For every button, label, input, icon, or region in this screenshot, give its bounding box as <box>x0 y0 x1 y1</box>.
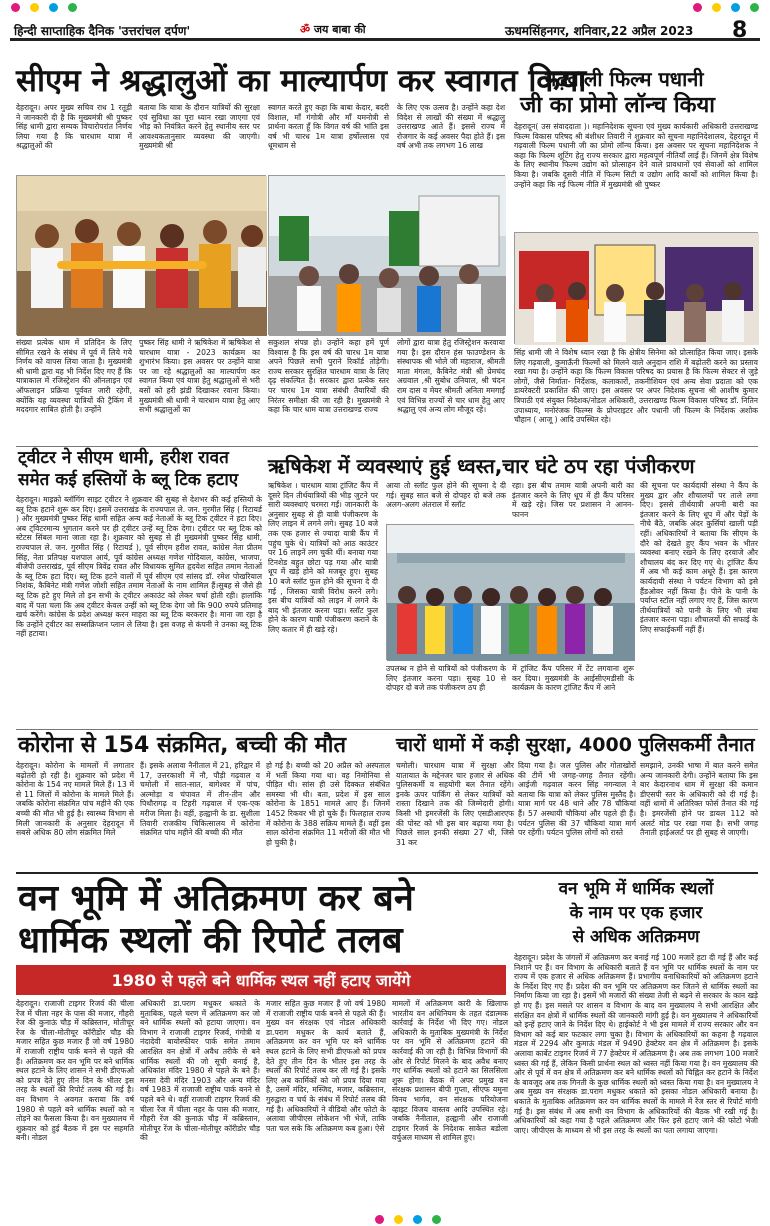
story6-col1: चमोली। चारधाम यात्रा में सुरक्षा और यातायात के मद्देनजर चार हजार से अधिक पुलिसकर्मी व सहयोगी बल तैनात रहेंगे। इनके ऊपर पार्किंग से लेकर यात्रियों को रास्ता दिखाने तक की जिम्मेदारी होगी। किसी भी इमरजेंसी के लिए एसडीआरएफ की पोस्ट को भी इस बार बढ़ाया गया है। पिछले साल इनकी संख्या 27 थी, जिसे 31 कर <box>396 761 514 847</box>
registration-dot <box>394 1215 403 1224</box>
headline-rishikesh: ऋषिकेश में व्यवस्थाएं हुई ध्वस्त,चार घंटे ठप रहा पंजीकरण <box>268 454 695 478</box>
headline-film-2: जी का प्रोमो लॉन्च किया <box>520 93 715 118</box>
slogan-text: जय बाबा की <box>313 23 366 36</box>
story4-col3-low: में ट्रांजिट कैंप परिसर में टेंट लगवाना शुरू कर दिया। मुख्यमंत्री के आईसीएमडीसी के कार्यक्रम के कारण ट्रांजिट कैंप में आने <box>512 664 634 693</box>
story4-col2-low: उपलब्ध न होने से यात्रियों को पंजीकरण के लिए इंतजार करना पड़ा। सुबह 10 से दोपहर दो बजे तक पंजीकरण ठप ही <box>386 664 506 693</box>
registration-dot <box>375 1215 384 1224</box>
headline-encroach-1: वन भूमि में धार्मिक स्थलों <box>558 879 714 899</box>
registration-dots-right <box>690 3 762 12</box>
headline-forest-1: वन भूमि में अतिक्रमण कर बने <box>18 878 414 919</box>
paper-name: हिन्दी साप्ताहिक दैनिक 'उत्तरांचल दर्पण' <box>14 24 191 38</box>
headline-forest-2: धार्मिक स्थलों की रिपोर्ट तलब <box>18 920 403 961</box>
headline-twitter-1: ट्वीटर ने सीएम धामी, हरीश रावत <box>18 448 229 468</box>
page-number: 8 <box>732 18 748 43</box>
story7-col4: मामलों में अतिक्रमण कारी के खिलाफ भारतीय वन अधिनियम के तहत दंडात्मक कार्रवाई के निर्देश भी दिए गए। नोडल अधिकारी के मुताबिक मुख्यमंत्री के निर्देश पर वन भूमि से अतिक्रमण हटाने की कार्रवाई की जा रही है। विभिन्न विभागों की ओर से रिपोर्ट मिलने के बाद अवैध बनाए गए धार्मिक स्थलों को हटाने का सिलसिला शुरू होगा। बैठक में अपर प्रमुख वन संरक्षक प्रशासन बीपी गुप्ता, सीएफ यमुना विनय भार्गव, वन संरक्षक परियोजना व्हाइट विजय वास्तव आदि उपस्थित रहे। जबकि नैनीताल, हल्द्वानी और राजाजी टाइगर रिजर्व के निदेशक साकेत बडोला वर्चुअल माध्यम से शामिल हुए। <box>392 999 508 1143</box>
story1-low-col2: पुष्कर सिंह धामी ने ऋषिकेश में ऋषिकेश से चारधाम यात्रा - 2023 कार्यक्रम का शुभारंभ किया। इस अवसर पर उन्होंने यात्रा पर जा रहे श्रद्धालुओं का माल्यार्पण कर स्वागत किया एवं यात्रा हेतु श्रद्धालुओं से भरी बसों को हरी झंडी दिखाकर रवाना किया। मुख्यमंत्री श्री धामी ने चारधाम यात्रा हेतु आए सभी श्रद्धालुओं का <box>139 338 260 415</box>
headline-encroach-2: के नाम पर एक हजार <box>569 903 703 923</box>
story4-col3: रहा। इस बीच तमाम यात्री अपनी बारी का इंतजार करने के लिए धूप में ही कैंप परिसर में खड़े रहे। जिस पर प्रशासन ने आनन-फानन <box>512 481 634 519</box>
registration-dot <box>68 3 77 12</box>
registration-dot <box>750 3 759 12</box>
registration-dot <box>693 3 702 12</box>
registration-dots-left <box>8 3 80 12</box>
headline-twitter-2: समेत कई हस्तियों के ब्लू टिक हटाए <box>18 470 239 490</box>
photo-film-promo <box>514 232 758 344</box>
story7-col1: देहरादून। राजाजी टाइगर रिजर्व की चीला रेंज में चीला नहर के पास की मजार, गौहरी रेंज की कुनाऊं चौड़ में कब्रिस्तान, मोतीचूर रेंज के चीला-मोतीचूर कॉरीडोर चौड़ की मजार सहित कुछ मजार हैं जो वर्ष 1980 में राजाजी राष्ट्रीय पार्क बनने से पहले की हैं। अतिक्रमण कर वन भूमि पर बने धार्मिक स्थल हटाने के लिए शासन ने सभी डीएफओ को प्रपत्र देते हुए तीन दिन के भीतर इस तरह के स्थलों की रिपोर्ट तलब की गई है। वन विभाग ने अवगत कराया कि वर्ष 1980 से पहले बने धार्मिक स्थलों को न तोड़ने का फैसला किया है। वन मुख्यालय में शुक्रवार को हुई बैठक में इस पर सहमति बनी। नोडल <box>16 999 134 1143</box>
story5-col1: देहरादून। कोरोना के मामलों में लगातार बढ़ोतरी हो रही है। शुक्रवार को प्रदेश में कोरोना के 154 नए मामले मिले हैं। 13 में से 11 जिलों में कोरोना के मामले मिले हैं। जबकि कोरोना संक्रमित पांच महीने की एक बच्ची की मौत भी हुई है। स्वास्थ्य विभाग से मिली जानकारी के अनुसार देहरादून में सबसे अधिक 80 लोग संक्रमित मिले <box>16 761 134 838</box>
story1-col2: बताया कि यात्रा के दौरान यात्रियों की सुरक्षा एवं सुविधा का पूरा ध्यान रखा जाएगा एवं भीड़ को नियंत्रित करने हेतु स्थानीय स्तर पर आवश्यकतानुसार व्यवस्था की जाएगी। मुख्यमंत्री श्री <box>139 103 260 151</box>
story1-col4: के लिए एक उत्सव है। उन्होंने कहा देश विदेश से लाखों की संख्या में श्रद्धालु उत्तराखण्ड आते हैं। इससे राज्य में रोजगार के कई अवसर पैदा होते हैं। इस वर्ष अभी तक लगभग 16 लाख <box>397 103 505 151</box>
forest-banner <box>16 965 506 995</box>
photo-cm-welcome-1 <box>16 175 266 335</box>
story4-col2: आया तो स्लॉट फुल होने की सूचना दे दी गई। सुबह सात बजे से दोपहर दो बजे तक अलग-अलग अंतराल में स्लॉट <box>386 481 506 510</box>
story2-body-bottom: सिंह धामी जी ने विशेष ध्यान रखा है कि क्षेत्रीय सिनेमा को प्रोत्साहित किया जाए। इसके लिए गढ़वाली, कुमाऊँनी फिल्मों को मिलने वाले अनुदान राशि में बढ़ोतरी करने का प्रस्ताव रखा गया है। उन्होंने कहा कि फिल्म विकास परिषद का प्रयास है कि फिल्म सेक्टर से जुड़े लोगों, जैसे निर्माता- निर्देशक, कलाकारों, तकनीशियन एवं अन्य सेवा प्रदाता को एक डायरेक्टरी प्रकाशित की जाए। इस अवसर पर अपर निदेशक सूचना श्री आशीष कुमार त्रिपाठी एवं संयुक्त निदेशक/नोडल अधिकारी, उत्तराखण्ड फिल्म विकास परिषद डॉ. नितिन उपाध्याय, मनोरंजक फिल्म्स के प्रोपराइटर और पधानी जी फिल्म के निर्देशक अशोक चौहान ( आजू ) आदि उपस्थित रहे। <box>514 348 758 425</box>
story7-col3: मजार सहित कुछ मजार हैं जो वर्ष 1980 में राजाजी राष्ट्रीय पार्क बनने से पहले की हैं। मुख्य वन संरक्षक एवं नोडल अधिकारी डा.पराग मधुकर के कार्य बताते हैं, अतिक्रमण कर वन भूमि पर बने धार्मिक स्थल हटाने के लिए सभी डीएफओ को प्रपत्र देते हुए तीन दिन के भीतर इस तरह के स्थलों की रिपोर्ट तलब कर ली गई है। इसके लिए अब कार्मिकों को जो प्रपत्र दिया गया है, उसमें मंदिर, मस्जिद, मजार, कब्रिस्तान, गुरुद्वारा व चर्च के संबंध में रिपोर्ट तलब की गई है। अधिकारियों ने वीडियो और फोटो के अलावा जीपीएस लोकेशन भी भेजें, ताकि पता चल सके कि अतिक्रमण कब हुआ। ऐसे <box>266 999 386 1133</box>
story3-body: देहरादून। माइक्रो ब्लॉगिंग साइट ट्वीटर ने शुक्रवार की सुबह से देशभर की कई हस्तियों के ब्लू टिक हटाने शुरू कर दिए। इसमें उत्तराखंड के राज्यपाल ले. जन. गुरमीत सिंह ( रिटायर्ड ) और मुख्यमंत्री पुष्कर सिंह धामी सहित अन्य कई नेताओं के ब्लू टिक ट्वीटर ने हटा दिए। अब ट्विटरमान्य भुगतान करने पर ही ट्वीटर उन्हें ब्लू टिक देगा। ट्वीटर पर ब्लू टिक को स्टेटस सिंबल माना जाता रहा है। शुक्रवार को सुबह से ही मुख्यमंत्री पुष्कर सिंह धामी, राज्यपाल ले. जन. गुरमीत सिंह ( रिटायर्ड ), पूर्व सीएम हरीश रावत, कांग्रेस नेता प्रीतम सिंह, नेता प्रतिपक्ष यशपाल आर्य, पूर्व कांग्रेस अध्यक्ष गणेश गोदियाल, कांग्रेस, भाजपा, बीजेपी उत्तराखंड, पूर्व सीएम त्रिवेंद्र रावत और विधायक सुमित हृदयेश सहित तमाम नेताओं के ब्लू टिक हटा दिए। ब्लू टिक हटने वालों में पूर्व सीएम एवं सांसद डॉ. रमेश पोखरियाल निशंक, कैबिनेट मंत्री गणेश जोशी सहित तमाम नेताओं के नाम शामिल हैं।सुबह से जैसे ही ब्लू टिक हटे हुए मिले तो इन सभी के ट्वीटर अकाउंट को लेकर चर्चा होती रही। हालांकि बाद में पता चला कि अब ट्वीटर केवल उन्हीं को ब्लू टिक देगा जो कि 900 रुपये प्रतिमाह खर्च करेंगे। कांग्रेस के प्रदेश अध्यक्ष करन माहरा का ब्लू टिक बरकरार है। माना जा रहा है कि उन्होंने ट्वीटर का सब्सक्रिप्शन प्लान ले लिया है। इस वजह से कंपनी ने उनका ब्लू टिक नहीं हटाया। <box>16 495 262 639</box>
registration-dot <box>30 3 39 12</box>
registration-dot <box>413 1215 422 1224</box>
section-divider-2 <box>16 729 758 730</box>
top-color-strip <box>0 0 770 15</box>
story1-col1: देहरादून। अपर मुख्य सचिव राध 1 रतूड़ी ने जानकारी दी है कि मुख्यमंत्री श्री पुष्कर सिंह धामी द्वारा सम्यक विचारोपरांत निर्णय लिया गया है कि चारधाम यात्रा में श्रद्धालुओं की <box>16 103 132 151</box>
story8-body: देहरादून। प्रदेश के जंगलों में अतिक्रमण कर बनाई गई 100 मजारें हटा दी गई हैं और कई निशाने पर हैं। वन विभाग के अधिकारी बताते हैं वन भूमि पर धार्मिक स्थलों के नाम पर राज्य में एक हजार से अधिक अतिक्रमण हैं। प्रभागीय वनाधिकारियों को अतिक्रमण हटाने के निर्देश दिए गए हैं। प्रदेश की वन भूमि पर अतिक्रमण कर जितने से धार्मिक स्थलों का निर्माण किया जा रहा है। इसमें भी मजारों की संख्या तेजी से बढ़ने से सरकार के कान खड़े हो गए हैं। इस मसले पर शासन व विभाग के बाद वन मुख्यालय ने सभी आरक्षित और संरक्षित वन क्षेत्रों में धार्मिक स्थलों की जानकारी मांगी हुई है। वन मुख्यालय ने अधिकारियों को इन्हें हटाए जाने के निर्देश दिए थे। हाईकोर्ट ने भी इस मामले में राज्य सरकार और वन विभाग को कई बार फटकार लगा चुका है। विभाग के अधिकारियों का कहना है गढ़वाल मंडल में 2294 और कुमाऊं मंडल में 9490 हेक्टेयर वन क्षेत्र में अतिक्रमण है। इसके अलावा कार्बेट टाइगर रिजर्व में 77 हेक्टेयर में अतिक्रमण है। अब तक लगभग 100 मजारें ध्वस्त की गई हैं, लेकिन किसी प्रार्थना स्थल को ध्वस्त नहीं किया गया है। वन मुख्यालय की ओर से पूर्व में वन क्षेत्र में अतिक्रमण कर बने धार्मिक स्थलों को चिह्नित कर हटाने के निर्देश के बावजूद अब तक गिनती के कुछ धार्मिक स्थलों को ध्वस्त किया गया है। वन मुख्यालय ने अब मुख्य वन संरक्षक डा.पराग मधुकर धकाते को इसका नोडल अधिकारी बनाया है। धकाते के मुताबिक अतिक्रमण कर वन धार्मिक स्थलों के मामले में रेंज स्तर से रिपोर्ट मांगी गई है। इस संबंध में अब सभी वन विभाग के अधिकारियों की बैठक भी रखी गई है। अधिकारियों को कहा गया है पहले अतिक्रमण और फिर इसे हटाए जाने की फोटो भेजी जाए। जीपीएस के माध्यम से भी इस तरह के स्थलों का पता लगाया जाएगा। <box>514 953 758 1135</box>
story7-col2: अधिकारी डा.पराग मधुकर धकाते के मुताबिक, पहले चरण में अतिक्रमण कर जो बने धार्मिक स्थलों को हटाया जाएगा। वन विभाग ने राजाजी टाइगर रिजर्व, गंगोत्री व नंदादेवी बायोस्फीयर पार्क समेत तमाम आरक्षित वन क्षेत्रों में अवैध तरीके से बने धार्मिक स्थलों की जो सूची बनाई है, अधिकांश मंदिर 1980 से पहले के बने हैं। मनसा देवी मंदिर 1903 और अन्य मंदिर वर्ष 1983 में राजाजी राष्ट्रीय पार्क बनने से पहले बने थे। वहीं राजाजी टाइगर रिजर्व की चीला रेंज में चीला नहर के पास की मजार, गौहरी रेंज की कुनाऊं चौड़ में कब्रिस्तान, मोतीचूर रेंज के चीला-मोतीचूर कॉरीडोर चौड़ की <box>140 999 260 1143</box>
headline-cm-welcome: सीएम ने श्रद्धालुओं का माल्यार्पण कर स्वागत किया <box>16 63 587 99</box>
footer-registration-dots <box>372 1215 444 1224</box>
forest-banner-text: 1980 से पहले बने धार्मिक स्थल नहीं हटाए जायेंगे <box>111 971 411 990</box>
story2-body-top: देहरादून( उस संवाददाता )। महानिदेशक सूचना एवं मुख्य कार्यकारी अधिकारी उत्तराखण्ड फिल्म विकास परिषद श्री बंशीधर तिवारी ने शुक्रवार को सूचना महानिदेशालय, देहरादून में गढ़वाली फिल्म पधानी जी का प्रोमो लॉन्च किया। इस अवसर पर सूचना महानिदेशक ने कहा कि फिल्म शूटिंग हेतु राज्य सरकार द्वारा महत्वपूर्ण नीतियाँ लाई हैं। जिनमें क्षेत्र विशेष के लिए स्थानीय फिल्म उद्योग को प्रोत्साहन देने वाले प्रावधानों एवं सेवाओं को शामिल किया है। जबकि दूसरी नीति में फिल्म सिटी व उद्योग आदि कार्यों को शामिल किया है। उन्होंने कहा कि नई फिल्म नीति में मुख्यमंत्री श्री पुष्कर <box>514 122 758 189</box>
story1-col3: स्वागत करते हुए कहा कि बाबा केदार, बदरी विशाल, माँ गंगोत्री और माँ यमनोत्री से प्रार्थना करता हूँ कि विगत वर्ष की भांति इस वर्ष भी चारध 1म यात्रा हर्षोल्लास एवं धूमधाम से <box>268 103 389 151</box>
story5-col2: हैं। इसके अलावा नैनीताल में 21, हरिद्वार में 17, उत्तरकाशी में नौ, पौड़ी गढ़वाल व चमोली में सात-सात, बागेश्वर में पांच, अल्मोड़ा व चंपावत में तीन-तीन और पिथौरागढ़ व टिहरी गढ़वाल में एक-एक मरीज मिला है। वहीं, हल्द्वानी के डा. सुशीला तिवारी राजकीय चिकित्सालय में कोरोना संक्रमित पांच महीने की बच्ची की मौत <box>140 761 260 838</box>
story1-low-col4: लोगों द्वारा यात्रा हेतु रजिस्ट्रेशन करवाया गया है। इस दौरान हंस फाउण्डेशन के संस्थापक श्री भोले जी महाराज, श्रीमती माता मंगला, कैबिनेट मंत्री श्री प्रेमचंद अग्रवाल ,श्री सुबोध उनियाल, श्री चंदन राम दास व मेयर श्रीमती अनिता ममगाईं एवं विभिन्न राज्यों से चार धाम हेतु आए श्रद्धालु एवं अन्य लोग मौजूद रहे। <box>397 338 505 415</box>
place-date: ऊधमसिंहनगर, शनिवार,22 अप्रैल 2023 <box>505 24 694 38</box>
story1-low-col3: सकुशल संपन्न हो। उन्होंने कहा हमें पूर्ण विश्वास है कि इस वर्ष की चारध 1म यात्रा अपने पिछले सभी पुराने रिकॉर्ड तोड़ेगी। राज्य सरकार सुरक्षित चारधाम यात्रा के लिए दृढ़ संकल्पित है। सरकार द्वारा प्रत्येक स्तर पर चारध 1म यात्रा संबंधी तैयारियों की निरंतर समीक्षा की जा रही है। मुख्यमंत्री ने कहा कि चार धाम यात्रा उत्तराखण्ड राज्य <box>268 338 389 415</box>
section-divider-1 <box>16 446 758 447</box>
story6-col2: दिया गया है। जल पुलिस और गोताखोरों की टीमें भी जगह-जगह तैनात रहेंगी। आईजी गढ़वाल करन सिंह नगन्याल ने बताया कि यात्रा को लेकर पुलिस मुस्तैद है। यात्रा मार्ग पर 48 थाने और 78 चौकियां हैं। 57 अस्थायी चौकियां और पहले ही हैं। पर्यटन पुलिस की 37 चौकियां यात्रा मार्ग पर रहेंगी। पर्यटन पुलिस लोगों को रास्ते <box>518 761 636 838</box>
registration-dot <box>731 3 740 12</box>
slogan <box>300 22 366 37</box>
registration-dot <box>432 1215 441 1224</box>
headline-security: चारों धामों में कड़ी सुरक्षा, 4000 पुलिसकर्मी तैनात <box>396 734 755 756</box>
photo-cm-welcome-2 <box>268 175 505 335</box>
photo-registration-crowd <box>386 524 634 660</box>
story1-low-col1: संख्या प्रत्येक धाम में प्रतिदिन के लिए सीमित रखने के संबंध में पूर्व में लिये गये निर्णय को वापस लिया जाता है। मुख्यमंत्री श्री धामी द्वारा यह भी निर्देश दिए गए हैं कि यात्राकाल में रजिस्ट्रेशन की ऑनलाइन एवं ऑफलाइन प्रक्रिया पूर्ववत जारी रहेगी, क्योंकि यह व्यवस्था यात्रियों की ट्रैकिंग में मददगार साबित होती है। उन्होंने <box>16 338 132 415</box>
story4-col4: की सूचना पर कार्यदायी संस्था ने कैंप के मुख्य द्वार और शौचालयों पर ताले लगा दिए। इससे तीर्थयात्री अपनी बारी का इंतजार करने के लिए धूप में और पेड़ों के नीचे बैठे, जबकि अंदर कुर्सियां खाली पड़ी रहीं। अधिकारियों ने बताया कि सीएम के दौरे को देखते हुए कैंप भवन के भीतर व्यवस्था बनाए रखने के लिए दरवाजे और शौचालय बंद कर दिए गए थे। ट्रांजिट कैंप में अब भी कई काम अधूरे हैं। इस कारण कार्यदायी संस्था ने पर्यटन विभाग को इसे हैंडओवर नहीं किया है। पीने के पानी के पर्याप्त स्टॉल नहीं लगाए गए हैं, जिस कारण तीर्थयात्रियों को पानी के लिए भी लंबा इंतजार करना पड़ा। शौचालयों की सफाई के लिए सफाईकर्मी नहीं हैं। <box>640 481 758 634</box>
story4-col1: ऋषिकेश । चारधाम यात्रा ट्रांजिट कैंप में दूसरे दिन तीर्थयात्रियों की भीड़ जुटने पर सारी व्यवस्थाएं चरमरा गईं। जानकारी के अनुसार सुबह से ही यात्री पंजीकरण के लिए लाइन में लगने लगे। सुबह 10 बजे तक एक हजार से ज्यादा यात्री कैंप में पहुंच चुके थे। यात्रियों को आठ काउंटर पर 16 लाइनें लग चुकी थीं। बनाया गया टिनशेड बहुत छोटा पड़ गया और यात्री धूप में खड़े होने को मजबूर हुए। सुबह 10 बजे स्लॉट फुल होने की सूचना दे दी गई , जिसका यात्री विरोध करने लगे। इस बीच यात्रियों को लाइन में लगने के बाद भी इंतजार करना पड़ा। स्लॉट फुल होने के कारण यात्री पंजीकरण कराने के लिए कतार में ही खड़े रहे। <box>268 481 378 634</box>
registration-dot <box>49 3 58 12</box>
registration-dot <box>712 3 721 12</box>
section-divider-3 <box>16 872 758 874</box>
story5-col3: हो गई है। बच्ची को 20 अप्रैल को अस्पताल में भर्ती किया गया था। वह निमोनिया से पीड़ित थी। सांस ही उसे दिक्कत संबंधित समस्या भी थी। बता, प्रदेश में इस साल कोरोना के 1851 मामले आए हैं। जिनमें 1452 रिकवर भी हो चुके हैं। फिलहाल राज्य में कोरोना के 388 सक्रिय मामले हैं। वहीं इस साल कोरोना संक्रमित 11 मरीजों की मौत भी हो चुकी है। <box>266 761 390 847</box>
headline-film-1: गढ़वाली फिल्म पधानी <box>545 67 704 91</box>
headline-corona: कोरोना से 154 संक्रमित, बच्ची की मौत <box>18 733 346 758</box>
story6-col3: समझाने, उनकी भाषा में बात करने समेत अन्य जानकारी देगी। उन्होंने बताया कि इस बार केदारनाथ धाम में सुरक्षा की कमान डीएसपी स्तर के अधिकारी को दी गई है। वहीं धामों में अतिरिक्त फोर्स तैनात की गई है। इमरजेंसी होने पर डायल 112 को अलर्ट मोड पर रखा गया है। सभी जगह तैनाती हाईअलर्ट पर ही सुबह से जाएगी। <box>640 761 758 838</box>
headline-encroach-3: से अधिक अतिक्रमण <box>572 927 700 947</box>
registration-dot <box>11 3 20 12</box>
om-icon: ॐ <box>300 23 314 36</box>
